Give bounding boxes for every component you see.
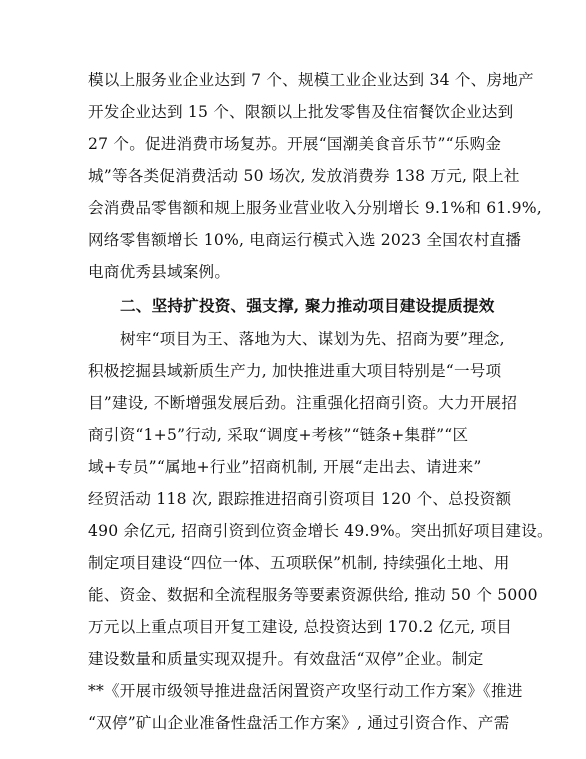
text-line-21: “双停”矿山企业准备性盘活工作方案》, 通过引资合作、产需: [88, 714, 510, 732]
text-line-15: 490 余亿元, 招商引资到位资金增长 49.9%。突出抓好项目建设。: [88, 522, 553, 540]
text-line-9: 树牢“项目为王、落地为大、谋划为先、招商为要”理念,: [120, 330, 505, 348]
text-line-5: 会消费品零售额和规上服务业营业收入分别增长 9.1%和 61.9%,: [88, 199, 542, 217]
text-line-20: **《开展市级领导推进盘活闲置资产攻坚行动工作方案》《推进: [88, 682, 523, 700]
text-line-17: 能、资金、数据和全流程服务等要素资源供给, 推动 50 个 5000: [88, 586, 538, 604]
text-line-1: 模以上服务业企业达到 7 个、规模工业企业达到 34 个、房地产: [88, 71, 534, 89]
text-line-13: 域+专员”“属地+行业”招商机制, 开展“走出去、请进来”: [88, 458, 482, 476]
text-line-18: 万元以上重点项目开复工建设, 总投资达到 170.2 亿元, 项目: [88, 618, 513, 636]
text-line-6: 网络零售额增长 10%, 电商运行模式入选 2023 全国农村直播: [88, 231, 522, 249]
text-line-14: 经贸活动 118 次, 跟踪推进招商引资项目 120 个、总投资额: [88, 490, 512, 508]
text-line-19: 建设数量和质量实现双提升。有效盘活“双停”企业。制定: [88, 650, 484, 668]
text-line-16: 制定项目建设“四位一体、五项联保”机制, 持续强化土地、用: [88, 554, 510, 572]
text-line-10: 积极挖掘县域新质生产力, 加快推进重大项目特别是“一号项: [88, 362, 502, 380]
text-line-2: 开发企业达到 15 个、限额以上批发零售及住宿餐饮企业达到: [88, 103, 514, 121]
section-heading: 二、坚持扩投资、强支撑, 聚力推动项目建设提质提效: [120, 296, 495, 315]
text-line-7: 电商优秀县域案例。: [88, 263, 231, 281]
text-line-12: 商引资“1+5”行动, 采取“调度+考核”“链条+集群”“区: [88, 426, 469, 444]
text-line-3: 27 个。促进消费市场复苏。开展“国潮美食音乐节”“乐购金: [88, 135, 502, 153]
text-line-4: 城”等各类促消费活动 50 场次, 发放消费券 138 万元, 限上社: [88, 167, 520, 185]
text-line-11: 目”建设, 不断增强发展后劲。注重强化招商引资。大力开展招: [88, 394, 518, 412]
